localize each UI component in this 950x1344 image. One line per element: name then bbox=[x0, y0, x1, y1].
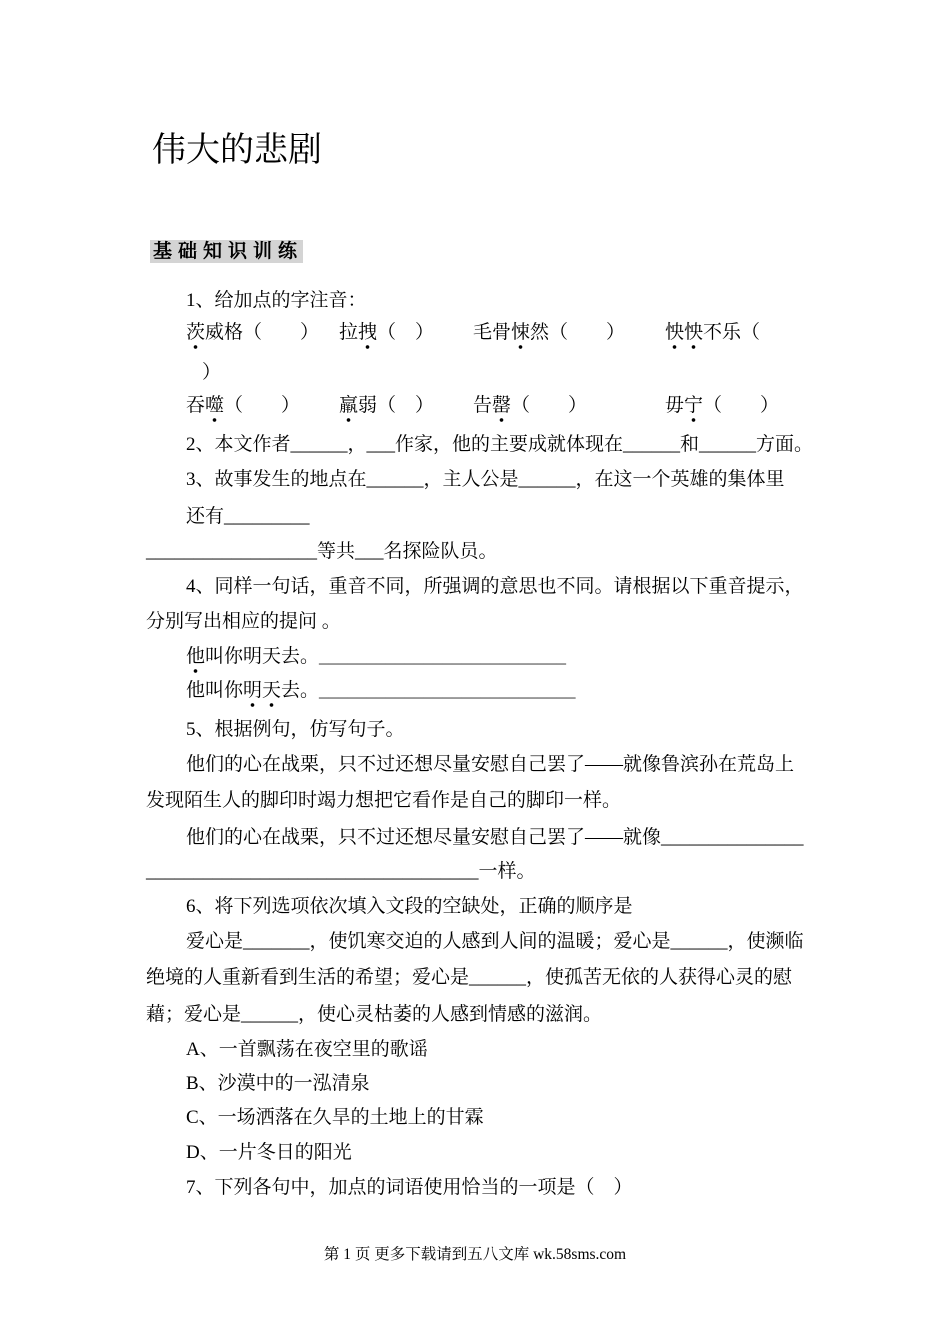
q6-option-d: D、一片冬日的阳光 bbox=[186, 1142, 352, 1163]
section-heading: 基础知识训练 bbox=[150, 240, 303, 263]
emphasized-char: 他 bbox=[186, 646, 205, 675]
q1-word-5 bbox=[186, 394, 300, 418]
emphasized-char: 明天 bbox=[243, 680, 281, 709]
q4-sentence-2 bbox=[186, 679, 576, 703]
q1-word-6 bbox=[339, 394, 434, 418]
pinyin-blank: （ ） bbox=[703, 395, 780, 416]
q2-text: 2、本文作者______，___作家，他的主要成就体现在______和______方面。 bbox=[186, 434, 814, 455]
q1-row-2 bbox=[186, 394, 886, 418]
sentence-rest: 去。 bbox=[281, 680, 320, 701]
document-title: 伟大的悲剧 bbox=[152, 130, 322, 170]
pinyin-blank: （ ） bbox=[243, 322, 320, 343]
q1-word-8 bbox=[665, 394, 779, 418]
q4-line-1: 4、同样一句话，重音不同，所强调的意思也不同。请根据以下重音提示， bbox=[186, 576, 804, 597]
q1-row-1 bbox=[186, 321, 886, 345]
sentence-start: 他叫你 bbox=[186, 680, 244, 701]
q5-task-line-2: ___________________________________一样。 bbox=[146, 861, 536, 882]
q5-prompt: 5、根据例句，仿写句子。 bbox=[186, 719, 405, 740]
emphasized-char: 罄 bbox=[492, 395, 511, 424]
emphasized-char: 拽 bbox=[358, 322, 377, 351]
answer-blank: ___________________________ bbox=[319, 680, 576, 701]
q6-option-c: C、一场洒落在久旱的土地上的甘霖 bbox=[186, 1107, 484, 1128]
q1-word-4 bbox=[665, 321, 760, 345]
word-rest: 威格 bbox=[205, 322, 244, 343]
q5-example-line-2: 发现陌生人的脚印时竭力想把它看作是自己的脚印一样。 bbox=[146, 790, 622, 811]
q1-word-3 bbox=[473, 321, 625, 345]
q1-wrapped-close-paren: ） bbox=[202, 362, 222, 383]
answer-blank: __________________________ bbox=[319, 646, 567, 667]
q4-sentence-1 bbox=[186, 645, 566, 669]
q3-line-2: 还有_________ bbox=[186, 506, 310, 527]
sentence-rest: 叫你明天去。 bbox=[205, 646, 320, 667]
pinyin-blank: （ ） bbox=[549, 322, 626, 343]
word-start: 拉 bbox=[339, 322, 359, 343]
word-start: 毛骨 bbox=[473, 322, 512, 343]
q3-line-1: 3、故事发生的地点在______，主人公是______，在这一个英雄的集体里 bbox=[186, 469, 785, 490]
word-start: 毋 bbox=[665, 395, 685, 416]
word-rest: 弱 bbox=[358, 395, 378, 416]
q4-line-2: 分别写出相应的提问 。 bbox=[146, 611, 341, 632]
emphasized-char: 噬 bbox=[205, 395, 224, 424]
word-rest: 不乐 bbox=[703, 322, 742, 343]
pinyin-blank: （ ） bbox=[224, 395, 301, 416]
q3-line-3: __________________等共___名探险队员。 bbox=[146, 541, 498, 562]
q6-passage-line-3: 藉；爱心是______，使心灵枯萎的人感到情感的滋润。 bbox=[146, 1004, 603, 1025]
pinyin-blank: （ bbox=[741, 322, 761, 343]
q6-option-a: A、一首飘荡在夜空里的歌谣 bbox=[186, 1039, 428, 1060]
pinyin-blank: （ ） bbox=[377, 395, 435, 416]
q6-passage-line-2: 绝境的人重新看到生活的希望；爱心是______，使孤苦无依的人获得心灵的慰 bbox=[146, 967, 793, 988]
q1-prompt: 1、给加点的字注音： bbox=[186, 290, 367, 311]
q7-prompt: 7、下列各句中，加点的词语使用恰当的一项是（ ） bbox=[186, 1177, 633, 1198]
emphasized-char: 宁 bbox=[684, 395, 703, 424]
pinyin-blank: （ ） bbox=[511, 395, 588, 416]
q5-task-line-1: 他们的心在战栗，只不过还想尽量安慰自己罢了——就像_______________ bbox=[186, 827, 804, 848]
q5-example-line-1: 他们的心在战栗，只不过还想尽量安慰自己罢了——就像鲁滨孙在荒岛上 bbox=[186, 754, 795, 775]
emphasized-char: 羸 bbox=[339, 395, 358, 424]
word-start: 告 bbox=[473, 395, 493, 416]
q6-passage-line-1: 爱心是_______，使饥寒交迫的人感到人间的温暖；爱心是______，使濒临 bbox=[186, 931, 804, 952]
page-footer: 第 1 页 更多下载请到五八文库 wk.58sms.com bbox=[323, 1246, 627, 1263]
q1-word-1 bbox=[186, 321, 319, 345]
q6-option-b: B、沙漠中的一泓清泉 bbox=[186, 1073, 370, 1094]
q6-prompt: 6、将下列选项依次填入文段的空缺处，正确的顺序是 bbox=[186, 896, 633, 917]
q1-word-7 bbox=[473, 394, 587, 418]
q1-word-2 bbox=[339, 321, 434, 345]
emphasized-char: 悚 bbox=[511, 322, 530, 351]
word-rest: 然 bbox=[530, 322, 550, 343]
emphasized-char: 怏怏 bbox=[665, 322, 703, 351]
pinyin-blank: （ ） bbox=[377, 322, 435, 343]
emphasized-char: 茨 bbox=[186, 322, 205, 351]
word-start: 吞 bbox=[186, 395, 206, 416]
